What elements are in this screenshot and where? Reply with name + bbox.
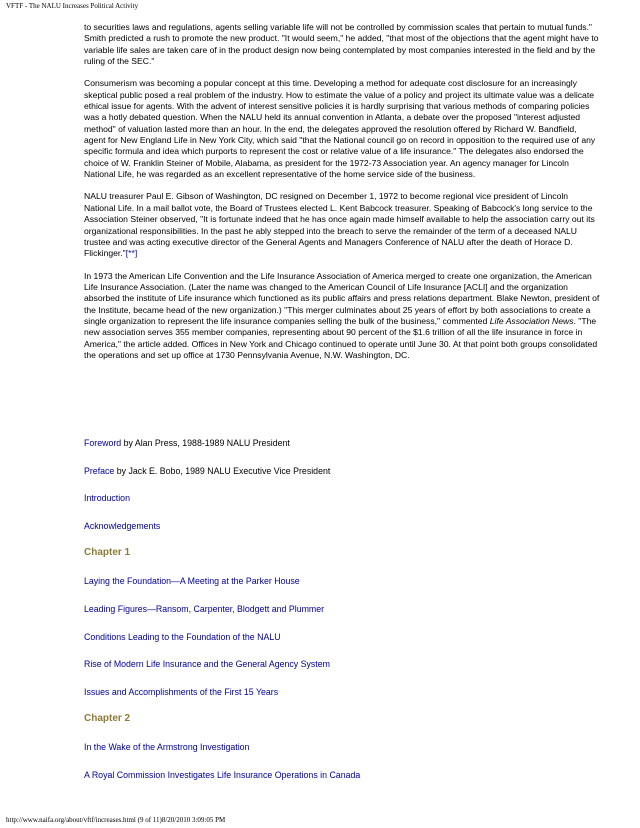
preface-byline: by Jack E. Bobo, 1989 NALU Executive Vice President [114,466,331,476]
page-header-title: VFTF - The NALU Increases Political Activity [6,2,139,10]
paragraph: to securities laws and regulations, agents selling variable life will not be controlled by commission scales that pertain to mutual funds." Smith predicted a rush to promote the new product. "It would seem," he added, "that most of the objections that the agent might have to variable life sales are taken care of in the product design now being contemplated by most companies interested in the field and by the ruling of the SEC." [84,22,599,67]
chapter-1-heading: Chapter 1 [84,547,131,558]
chapter-link[interactable]: In the Wake of the Armstrong Investigation [84,742,250,752]
chapter-link[interactable]: Conditions Leading to the Foundation of the NALU [84,632,281,642]
chapter-link[interactable]: A Royal Commission Investigates Life Insurance Operations in Canada [84,770,361,780]
introduction-link[interactable]: Introduction [84,493,130,503]
main-content [84,22,600,372]
foreword-link[interactable]: Foreword [84,438,122,448]
toc-preface [84,466,330,477]
chapter-link[interactable]: Leading Figures—Ransom, Carpenter, Blodgett and Plummer [84,604,325,614]
acknowledgements-link[interactable]: Acknowledgements [84,521,161,531]
chapter-2-heading: Chapter 2 [84,713,131,724]
paragraph-text: NALU treasurer Paul E. Gibson of Washington, DC resigned on December 1, 1972 to become regional vice president of Lincoln National Life. In a mail ballot vote, the Board of Trustees elected L. Kent Babcock treasurer. Speaking of Babcock's long service to the Association Steiner observed, "It is fortunate indeed that he has once again made himself available to help the association carry out its organizational responsibilities. In the past he ably stepped into the breach to serve the remainder of the term of a deceased NALU trustee and was acting executive director of the General Agents and Managers Conference of NALU after the death of Horace D. Flickinger." [84,191,595,259]
paragraph: Consumerism was becoming a popular concept at this time. Developing a method for adequate cost disclosure for an increasingly skeptical public posed a real problem of the industry. How to estimate the value of a policy and project its ultimate value was a delicate ethical issue for agents. With the advent of interest sensitive policies it is hardly surprising that various methods of comparing policies was a hotly debated question. When the NALU held its annual convention in Atlanta, a debate over the proposed "interest adjusted method" of valuation lasted more than an hour. In the end, the delegates approved the resolution offered by Richard W. Bandfield, agent for New England Life in New York City, which said "that the National council go on record in opposition to the required use of any specific formula and idea which purports to represent the cost or relative value of a life insurance." The delegates also endorsed the choice of W. Franklin Steiner of Mobile, Alabama, as president for the 1972-73 Association year. An agency manager for Lincoln National Life, he was regarded as an excellent representative of the home service side of the business. [84,78,596,180]
publication-title: Life Association News [489,315,574,326]
toc-foreword [84,438,290,449]
paragraph [84,271,600,362]
chapter-link[interactable]: Issues and Accomplishments of the First 15 Years [84,687,279,697]
chapter-link[interactable]: Laying the Foundation—A Meeting at the Parker House [84,576,300,586]
foreword-byline: by Alan Press, 1988-1989 NALU President [121,438,290,448]
paragraph-text: . "The new association serves 355 member companies, representing about 90 percent of the $1.6 trillion of all the life insurance in force in America," the article added. Offices in New York and Chicago continued to operate until June 30. At that point both groups consolidated the operations and set up office at 1730 Pennsylvania Avenue, N.W. Washington, DC. [84,315,598,360]
paragraph-text: In 1973 the American Life Convention and the Life Insurance Association of America merged to create one organization, the American Life Insurance Association. (Later the name was changed to the American Council of Life Insurance [ACLI] and the organization absorbed the institute of Life insurance which functioned as its public affairs and press relations department. Blake Newton, president of the Institute, became head of the new organization.) "This merger culminates about 25 years of effort by both associations to create a single organization to represent the life insurance companies selling the bulk of the business," commented [84,270,600,326]
footnote-link[interactable]: [**] [125,248,138,259]
preface-link[interactable]: Preface [84,466,115,476]
page-footer-url: http://www.naifa.org/about/vftf/increases.html (9 of 11)8/20/2010 3:09:05 PM [6,816,226,824]
paragraph [84,191,600,259]
chapter-link[interactable]: Rise of Modern Life Insurance and the General Agency System [84,659,330,669]
